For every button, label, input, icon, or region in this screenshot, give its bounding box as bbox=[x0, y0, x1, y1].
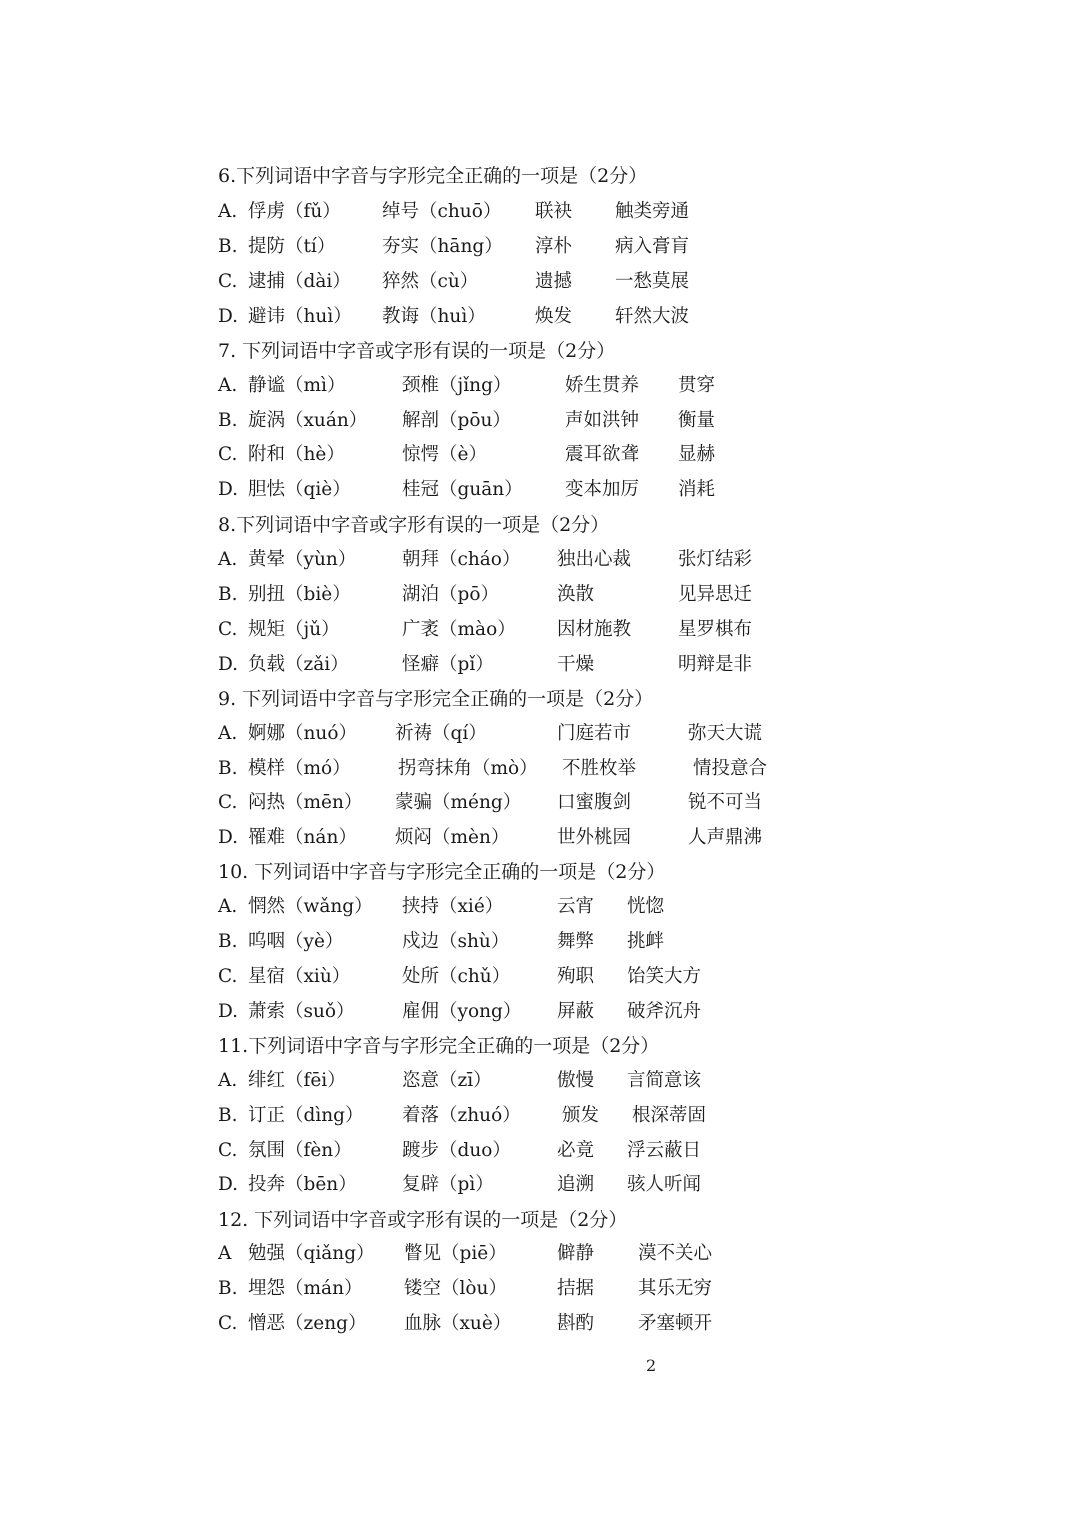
option-item: 惊愕（è） bbox=[402, 444, 487, 465]
option-row bbox=[0, 1000, 1080, 1024]
option-label: D. bbox=[218, 479, 239, 500]
option-item: 饴笑大方 bbox=[627, 966, 702, 987]
option-item: 触类旁通 bbox=[615, 201, 690, 222]
option-item: 拐弯抹角（mò） bbox=[398, 758, 538, 779]
option-label: C. bbox=[218, 271, 238, 292]
option-item: 恣意（zī） bbox=[402, 1070, 492, 1091]
option-row bbox=[0, 1139, 1080, 1163]
option-item: 闷热（mēn） bbox=[248, 792, 363, 813]
option-item: 殉职 bbox=[557, 966, 595, 987]
option-item: 萧索（suǒ） bbox=[248, 1001, 355, 1022]
option-item: 规矩（jǔ） bbox=[248, 619, 340, 640]
option-item: 矛塞顿开 bbox=[638, 1313, 713, 1334]
option-row bbox=[0, 965, 1080, 989]
option-item: 弥天大谎 bbox=[688, 723, 763, 744]
option-label: A. bbox=[218, 723, 238, 744]
option-item: 朝拜（cháo） bbox=[402, 549, 521, 570]
option-item: 云宵 bbox=[557, 896, 595, 917]
option-row bbox=[0, 1104, 1080, 1128]
option-item: 轩然大波 bbox=[615, 306, 690, 327]
option-item: 联袂 bbox=[535, 201, 573, 222]
option-item: 罹难（nán） bbox=[248, 827, 357, 848]
question-title: 8.下列词语中字音或字形有误的一项是（2分） bbox=[218, 514, 610, 536]
option-label: D. bbox=[218, 654, 239, 675]
option-row bbox=[0, 757, 1080, 781]
option-label: D. bbox=[218, 306, 239, 327]
option-item: 因材施教 bbox=[557, 619, 632, 640]
option-item: 夯实（hāng） bbox=[382, 236, 503, 257]
option-label: C. bbox=[218, 966, 238, 987]
question-title: 9. 下列词语中字音与字形完全正确的一项是（2分） bbox=[218, 688, 654, 710]
option-item: 独出心裁 bbox=[557, 549, 632, 570]
option-item: 雇佣（yong） bbox=[402, 1001, 522, 1022]
option-item: 世外桃园 bbox=[557, 827, 632, 848]
option-item: 投奔（bēn） bbox=[248, 1174, 357, 1195]
option-item: 必竟 bbox=[557, 1140, 595, 1161]
option-label: A. bbox=[218, 896, 238, 917]
option-row bbox=[0, 1277, 1080, 1301]
option-label: B. bbox=[218, 410, 238, 431]
option-row bbox=[0, 895, 1080, 919]
option-item: 娇生贯养 bbox=[565, 375, 640, 396]
option-item: 瞥见（piē） bbox=[404, 1243, 507, 1264]
option-item: 根深蒂固 bbox=[632, 1105, 707, 1126]
option-label: A. bbox=[218, 549, 238, 570]
option-item: 遗撼 bbox=[535, 271, 573, 292]
option-row bbox=[0, 1242, 1080, 1266]
option-item: 着落（zhuó） bbox=[402, 1105, 521, 1126]
option-item: 浮云蔽日 bbox=[627, 1140, 702, 1161]
option-row bbox=[0, 653, 1080, 677]
option-row bbox=[0, 235, 1080, 259]
question-title: 12. 下列词语中字音或字形有误的一项是（2分） bbox=[218, 1209, 628, 1231]
option-item: 负载（zǎi） bbox=[248, 654, 349, 675]
option-row bbox=[0, 409, 1080, 433]
option-label: B. bbox=[218, 931, 238, 952]
option-item: 静谧（mì） bbox=[248, 375, 346, 396]
option-item: 绰号（chuō） bbox=[382, 201, 502, 222]
option-label: A bbox=[218, 1243, 232, 1264]
option-item: 避讳（huì） bbox=[248, 306, 352, 327]
option-item: 人声鼎沸 bbox=[688, 827, 763, 848]
option-item: 斟酌 bbox=[557, 1313, 595, 1334]
option-row bbox=[0, 791, 1080, 815]
option-item: 蒙骗（méng） bbox=[395, 792, 522, 813]
option-row bbox=[0, 722, 1080, 746]
option-item: 憎恶（zeng） bbox=[248, 1313, 367, 1334]
option-label: A. bbox=[218, 375, 238, 396]
option-item: 僻静 bbox=[557, 1243, 595, 1264]
option-item: 星宿（xiù） bbox=[248, 966, 351, 987]
option-row bbox=[0, 1069, 1080, 1093]
option-item: 模样（mó） bbox=[248, 758, 351, 779]
option-row bbox=[0, 548, 1080, 572]
option-row bbox=[0, 1173, 1080, 1197]
option-label: C. bbox=[218, 1140, 238, 1161]
option-row bbox=[0, 930, 1080, 954]
option-item: 绯红（fēi） bbox=[248, 1070, 346, 1091]
option-row bbox=[0, 618, 1080, 642]
option-item: 胆怯（qiè） bbox=[248, 479, 351, 500]
option-label: C. bbox=[218, 444, 238, 465]
option-item: 解剖（pōu） bbox=[402, 410, 511, 431]
option-item: 锐不可当 bbox=[688, 792, 763, 813]
option-item: 黄晕（yùn） bbox=[248, 549, 357, 570]
option-label: C. bbox=[218, 1313, 238, 1334]
option-item: 复辟（pì） bbox=[402, 1174, 494, 1195]
option-row bbox=[0, 826, 1080, 850]
option-item: 张灯结彩 bbox=[678, 549, 753, 570]
option-row bbox=[0, 443, 1080, 467]
option-item: 傲慢 bbox=[557, 1070, 595, 1091]
option-item: 贯穿 bbox=[678, 375, 716, 396]
option-item: 订正（dìng） bbox=[248, 1105, 364, 1126]
question-title: 11.下列词语中字音与字形完全正确的一项是（2分） bbox=[218, 1035, 660, 1057]
option-item: 戍边（shù） bbox=[402, 931, 510, 952]
option-item: 氛围（fèn） bbox=[248, 1140, 352, 1161]
option-item: 变本加厉 bbox=[565, 479, 640, 500]
option-item: 别扭（biè） bbox=[248, 584, 351, 605]
option-item: 声如洪钟 bbox=[565, 410, 640, 431]
option-item: 踱步（duo） bbox=[402, 1140, 511, 1161]
question-title: 7. 下列词语中字音或字形有误的一项是（2分） bbox=[218, 340, 616, 362]
option-item: 处所（chǔ） bbox=[402, 966, 511, 987]
option-item: 祈祷（qí） bbox=[395, 723, 487, 744]
option-item: 其乐无穷 bbox=[638, 1278, 713, 1299]
option-item: 舞弊 bbox=[557, 931, 595, 952]
option-row bbox=[0, 583, 1080, 607]
option-item: 颈椎（jǐng） bbox=[402, 375, 512, 396]
option-item: 怪癖（pǐ） bbox=[402, 654, 494, 675]
option-item: 惘然（wǎng） bbox=[248, 896, 373, 917]
option-label: D. bbox=[218, 1001, 239, 1022]
option-item: 猝然（cù） bbox=[382, 271, 479, 292]
option-item: 言简意该 bbox=[627, 1070, 702, 1091]
option-item: 星罗棋布 bbox=[678, 619, 753, 640]
option-item: 挟持（xié） bbox=[402, 896, 504, 917]
option-item: 显赫 bbox=[678, 444, 716, 465]
option-item: 情投意合 bbox=[693, 758, 768, 779]
option-item: 血脉（xuè） bbox=[404, 1313, 512, 1334]
option-item: 消耗 bbox=[678, 479, 716, 500]
option-item: 提防（tí） bbox=[248, 236, 336, 257]
option-row bbox=[0, 1312, 1080, 1336]
option-item: 逮捕（dài） bbox=[248, 271, 351, 292]
option-item: 旋涡（xuán） bbox=[248, 410, 368, 431]
option-label: C. bbox=[218, 619, 238, 640]
option-item: 教诲（huì） bbox=[382, 306, 486, 327]
option-item: 挑衅 bbox=[627, 931, 665, 952]
option-item: 屏蔽 bbox=[557, 1001, 595, 1022]
option-item: 桂冠（guān） bbox=[402, 479, 523, 500]
option-item: 门庭若市 bbox=[557, 723, 632, 744]
option-row bbox=[0, 200, 1080, 224]
option-row bbox=[0, 374, 1080, 398]
option-label: B. bbox=[218, 1278, 238, 1299]
option-label: D. bbox=[218, 1174, 239, 1195]
option-item: 广袤（mào） bbox=[402, 619, 516, 640]
question-title: 10. 下列词语中字音与字形完全正确的一项是（2分） bbox=[218, 861, 666, 883]
option-item: 焕发 bbox=[535, 306, 573, 327]
option-item: 骇人听闻 bbox=[627, 1174, 702, 1195]
option-item: 呜咽（yè） bbox=[248, 931, 344, 952]
option-label: B. bbox=[218, 758, 238, 779]
option-item: 不胜枚举 bbox=[562, 758, 637, 779]
option-item: 明辩是非 bbox=[678, 654, 753, 675]
option-item: 俘虏（fǔ） bbox=[248, 201, 341, 222]
question-title: 6.下列词语中字音与字形完全正确的一项是（2分） bbox=[218, 165, 648, 187]
option-item: 衡量 bbox=[678, 410, 716, 431]
option-item: 病入膏肓 bbox=[615, 236, 690, 257]
option-row bbox=[0, 478, 1080, 502]
option-label: B. bbox=[218, 584, 238, 605]
option-label: D. bbox=[218, 827, 239, 848]
option-label: A. bbox=[218, 1070, 238, 1091]
option-item: 涣散 bbox=[557, 584, 595, 605]
option-item: 镂空（lòu） bbox=[404, 1278, 507, 1299]
option-item: 干燥 bbox=[557, 654, 595, 675]
option-item: 震耳欲聋 bbox=[565, 444, 640, 465]
option-item: 淳朴 bbox=[535, 236, 573, 257]
option-item: 口蜜腹剑 bbox=[557, 792, 632, 813]
option-item: 烦闷（mèn） bbox=[395, 827, 510, 848]
option-item: 见异思迁 bbox=[678, 584, 753, 605]
option-label: C. bbox=[218, 792, 238, 813]
option-item: 破斧沉舟 bbox=[627, 1001, 702, 1022]
option-row bbox=[0, 270, 1080, 294]
option-item: 漠不关心 bbox=[638, 1243, 713, 1264]
option-item: 拮据 bbox=[557, 1278, 595, 1299]
option-label: A. bbox=[218, 201, 238, 222]
option-item: 附和（hè） bbox=[248, 444, 345, 465]
option-label: B. bbox=[218, 236, 238, 257]
option-item: 一愁莫展 bbox=[615, 271, 690, 292]
page-number: 2 bbox=[646, 1356, 657, 1375]
option-item: 追溯 bbox=[557, 1174, 595, 1195]
option-item: 颁发 bbox=[562, 1105, 600, 1126]
option-item: 恍惚 bbox=[627, 896, 665, 917]
option-label: B. bbox=[218, 1105, 238, 1126]
option-item: 湖泊（pō） bbox=[402, 584, 499, 605]
option-item: 婀娜（nuó） bbox=[248, 723, 357, 744]
option-item: 勉强（qiǎng） bbox=[248, 1243, 375, 1264]
option-item: 埋怨（mán） bbox=[248, 1278, 363, 1299]
option-row bbox=[0, 305, 1080, 329]
